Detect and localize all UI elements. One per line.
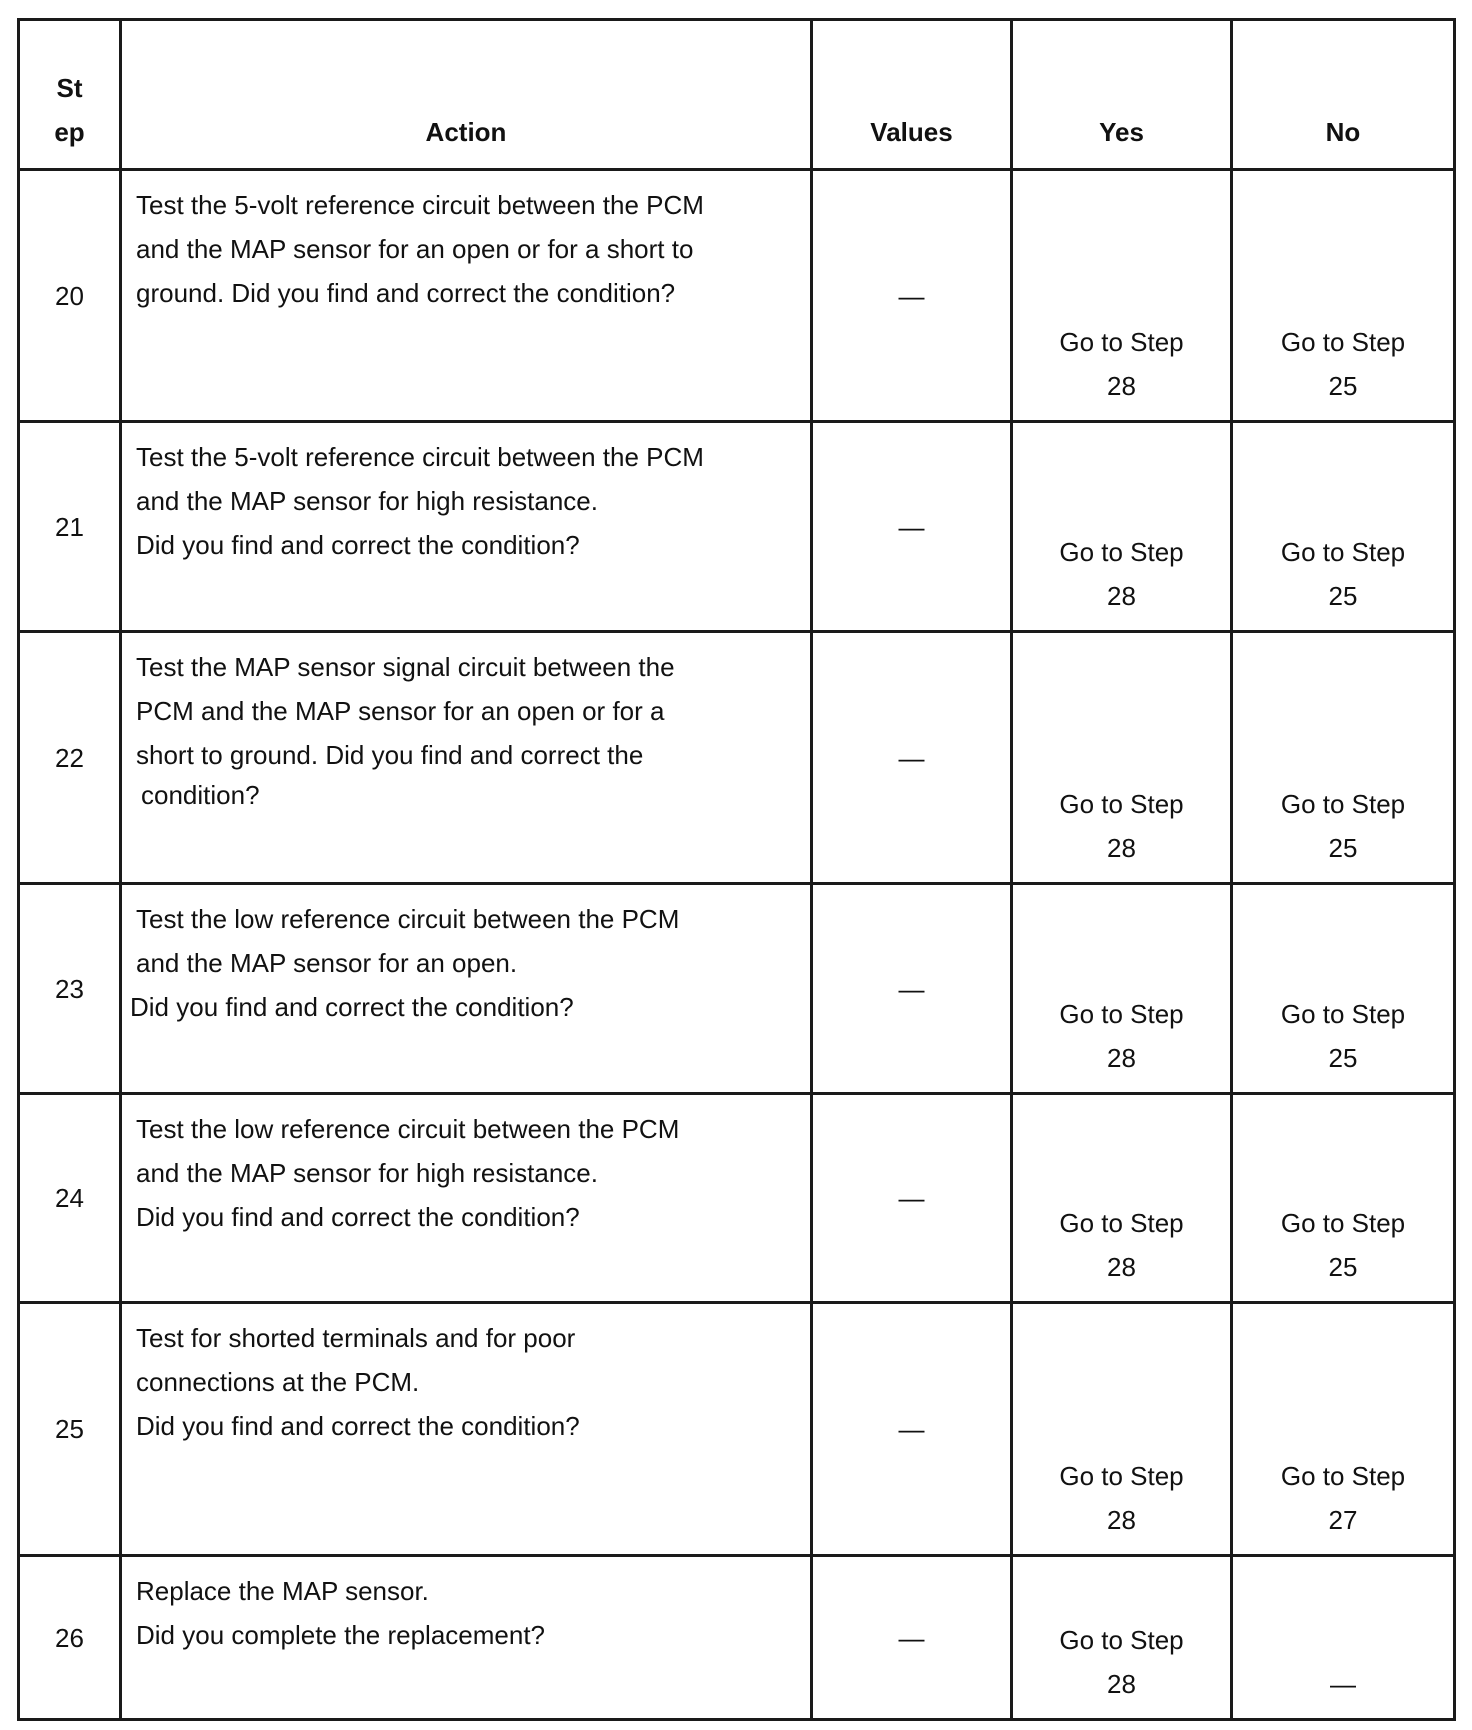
action-line: Test the low reference circuit between the PCM [136,1114,680,1144]
no-goto-label: Go to Step [1280,1461,1406,1491]
no-goto-label: Go to Step [1280,327,1406,357]
yes-goto-step: 28 [1107,1252,1136,1282]
header-step-line1: St [56,73,83,103]
action-line: Test for shorted terminals and for poor [136,1323,576,1353]
header-row [19,20,1455,170]
no-cell [1232,170,1455,422]
action-line: and the MAP sensor for an open or for a short to [136,234,694,264]
yes-goto-label: Go to Step [1059,537,1184,567]
action-text [121,422,812,632]
table-row [19,1556,1455,1720]
action-text [121,1094,812,1303]
step-number: 23 [19,884,121,1094]
action-line: Test the 5-volt reference circuit between the PCM [136,442,704,472]
action-text [121,1303,812,1556]
no-goto-label: Go to Step [1280,537,1406,567]
action-line: PCM and the MAP sensor for an open or for a [136,696,665,726]
action-text [121,632,812,884]
no-goto-step: 25 [1328,1252,1358,1282]
no-goto-label: Go to Step [1280,999,1406,1029]
yes-cell [1012,632,1232,884]
yes-cell [1012,884,1232,1094]
values-cell: — [812,632,1012,884]
yes-goto-step: 28 [1107,1043,1136,1073]
header-step [19,20,121,170]
action-line: Did you find and correct the condition? [136,530,580,560]
action-text [121,884,812,1094]
action-line: Test the 5-volt reference circuit between the PCM [136,190,704,220]
step-number: 20 [19,170,121,422]
header-values: Values [812,20,1012,170]
no-cell [1232,1556,1455,1720]
yes-goto-label: Go to Step [1059,327,1184,357]
action-line: Did you find and correct the condition? [130,992,574,1022]
header-no: No [1232,20,1455,170]
values-cell: — [812,170,1012,422]
action-line: and the MAP sensor for an open. [136,948,518,978]
action-line: Test the MAP sensor signal circuit between the [136,652,675,682]
no-cell [1232,632,1455,884]
action-text [121,170,812,422]
values-cell: — [812,1303,1012,1556]
no-goto-label: Go to Step [1280,1208,1406,1238]
yes-cell [1012,1303,1232,1556]
action-line: Replace the MAP sensor. [136,1576,429,1606]
yes-goto-step: 28 [1107,1669,1136,1699]
yes-goto-label: Go to Step [1059,999,1184,1029]
header-action: Action [121,20,812,170]
no-goto-label: Go to Step [1280,789,1406,819]
no-cell [1232,422,1455,632]
values-cell: — [812,422,1012,632]
table-row [19,1094,1455,1303]
step-number: 26 [19,1556,121,1720]
values-cell: — [812,1094,1012,1303]
yes-cell [1012,1556,1232,1720]
diagnostic-table [17,18,1456,1721]
yes-goto-step: 28 [1107,833,1136,863]
action-line: short to ground. Did you find and correct the [136,740,644,770]
yes-goto-label: Go to Step [1059,1625,1184,1655]
yes-cell [1012,422,1232,632]
table-row [19,170,1455,422]
header-yes: Yes [1012,20,1232,170]
step-number: 21 [19,422,121,632]
no-dash: — [1330,1669,1356,1699]
action-line: and the MAP sensor for high resistance. [136,1158,598,1188]
table-row [19,1303,1455,1556]
no-goto-step: 25 [1328,833,1358,863]
yes-goto-step: 28 [1107,581,1136,611]
step-number: 25 [19,1303,121,1556]
no-goto-step: 27 [1328,1505,1358,1535]
no-goto-step: 25 [1328,581,1358,611]
action-line: Did you complete the replacement? [136,1620,546,1650]
yes-goto-step: 28 [1107,1505,1136,1535]
yes-goto-label: Go to Step [1059,789,1184,819]
action-line: Did you find and correct the condition? [136,1411,580,1441]
values-cell: — [812,1556,1012,1720]
table-row [19,422,1455,632]
no-cell [1232,884,1455,1094]
action-line: and the MAP sensor for high resistance. [136,486,598,516]
yes-goto-label: Go to Step [1059,1208,1184,1238]
action-line: Did you find and correct the condition? [136,1202,580,1232]
no-cell [1232,1303,1455,1556]
action-line: condition? [141,780,260,810]
action-text [121,1556,812,1720]
action-line: ground. Did you find and correct the condition? [136,278,676,308]
no-goto-step: 25 [1328,1043,1358,1073]
table-row [19,884,1455,1094]
no-cell [1232,1094,1455,1303]
step-number: 22 [19,632,121,884]
no-goto-step: 25 [1328,371,1358,401]
action-line: connections at the PCM. [136,1367,420,1397]
yes-goto-label: Go to Step [1059,1461,1184,1491]
yes-cell [1012,1094,1232,1303]
yes-goto-step: 28 [1107,371,1136,401]
yes-cell [1012,170,1232,422]
table-row [19,632,1455,884]
step-number: 24 [19,1094,121,1303]
action-line: Test the low reference circuit between the PCM [136,904,680,934]
header-step-line2: ep [54,117,85,147]
values-cell: — [812,884,1012,1094]
